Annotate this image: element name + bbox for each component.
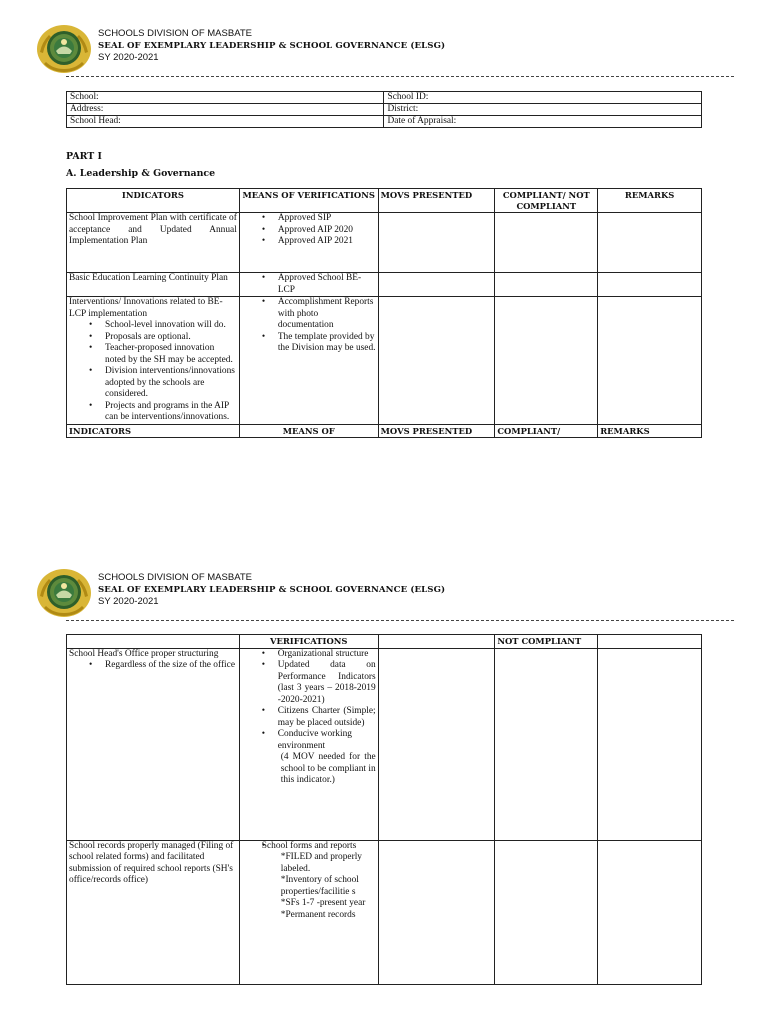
school-info-table <box>66 91 702 128</box>
indicator-bullet: • Teacher-proposed innovation noted by the SH may be accepted. <box>69 343 237 366</box>
document-page-2 <box>0 560 768 1024</box>
program-title: SEAL OF EXEMPLARY LEADERSHIP & SCHOOL GOVERNANCE (ELSG) <box>98 41 446 51</box>
division-seal-logo <box>36 24 92 74</box>
table-row <box>67 273 702 297</box>
table-row <box>67 92 702 104</box>
compliance-cell[interactable] <box>495 213 598 273</box>
indicator-cell <box>67 297 240 425</box>
col-header-means: MEANS OF <box>239 424 378 438</box>
table-header-row <box>67 189 702 213</box>
header-divider <box>66 620 734 621</box>
mov-item: • School forms and reports <box>242 841 376 853</box>
movs-presented-cell[interactable] <box>378 273 495 297</box>
compliance-cell[interactable] <box>495 297 598 425</box>
program-title: SEAL OF EXEMPLARY LEADERSHIP & SCHOOL GOVERNANCE (ELSG) <box>98 585 446 595</box>
remarks-cell[interactable] <box>598 213 702 273</box>
page-header <box>36 24 700 78</box>
col-header-blank <box>67 635 240 649</box>
mov-item: • Approved School BE-LCP <box>242 273 376 296</box>
col-header-blank <box>378 635 495 649</box>
means-cell <box>239 273 378 297</box>
part-heading: PART I <box>66 151 102 162</box>
indicator-bullet: • Proposals are optional. <box>69 332 237 344</box>
indicator-bullet: • Division interventions/innovations adopted by the schools are considered. <box>69 366 237 401</box>
mov-subitem: *Permanent records <box>280 909 356 920</box>
table-row <box>67 297 702 425</box>
table-row <box>67 104 702 116</box>
mov-subitem: *FILED and properly labeled. <box>280 852 362 874</box>
division-name: SCHOOLS DIVISION OF MASBATE <box>98 28 252 39</box>
col-header-movs: MOVS PRESENTED <box>378 189 495 213</box>
compliance-cell[interactable] <box>495 648 598 840</box>
col-header-means: VERIFICATIONS <box>239 635 378 649</box>
mov-subitem: *Inventory of school properties/facilitie s <box>280 875 359 897</box>
mov-item: • Updated data on Performance Indicators (last 3 years – 2018-2019 -2020-2021) <box>242 660 376 706</box>
school-field[interactable]: School: <box>67 92 384 104</box>
school-head-field[interactable]: School Head: <box>67 116 384 128</box>
movs-presented-cell[interactable] <box>378 840 495 984</box>
col-header-remarks: REMARKS <box>598 424 702 438</box>
school-year: SY 2020-2021 <box>98 52 159 63</box>
table-row <box>67 116 702 128</box>
remarks-cell[interactable] <box>598 648 702 840</box>
remarks-cell[interactable] <box>598 273 702 297</box>
school-year: SY 2020-2021 <box>98 596 159 607</box>
page-header <box>36 568 700 622</box>
movs-presented-cell[interactable] <box>378 297 495 425</box>
mov-note: (4 MOV needed for the school to be compliant in this indicator.) <box>280 752 376 785</box>
mov-item: • Approved AIP 2021 <box>242 236 376 248</box>
col-header-compliant: COMPLIANT/ <box>495 424 598 438</box>
header-text-block <box>98 28 445 64</box>
mov-item: • Accomplishment Reports with photo documentation <box>242 297 376 332</box>
remarks-cell[interactable] <box>598 840 702 984</box>
indicator-text: Interventions/ Innovations related to BE-LCP implementation <box>69 297 223 319</box>
indicator-cell: School Improvement Plan with certificate of acceptance and Updated Annual Implementation Plan <box>67 213 240 273</box>
section-heading: A. Leadership & Governance <box>66 168 216 179</box>
indicator-cell: Basic Education Learning Continuity Plan <box>67 273 240 297</box>
table-header-row-continued <box>67 635 702 649</box>
table-row <box>67 213 702 273</box>
indicator-cell: School records properly managed (Filing of school related forms) and facilitated submission of required school reports (SH's office/records office) <box>67 840 240 984</box>
means-cell <box>239 297 378 425</box>
mov-item: • Approved SIP <box>242 213 376 225</box>
mov-subitem: *SFs 1-7 -present year <box>280 898 366 908</box>
indicator-bullet: • School-level innovation will do. <box>69 320 237 332</box>
compliance-cell[interactable] <box>495 840 598 984</box>
indicator-bullet: • Regardless of the size of the office <box>69 660 237 672</box>
table-row <box>67 648 702 840</box>
table-row <box>67 840 702 984</box>
movs-presented-cell[interactable] <box>378 648 495 840</box>
means-cell <box>239 213 378 273</box>
division-seal-logo <box>36 568 92 618</box>
col-header-blank <box>598 635 702 649</box>
table-header-row-continued <box>67 424 702 438</box>
col-header-movs: MOVS PRESENTED <box>378 424 495 438</box>
col-header-remarks: REMARKS <box>598 189 702 213</box>
header-divider <box>66 76 734 77</box>
mov-item: • Approved AIP 2020 <box>242 225 376 237</box>
col-header-indicators: INDICATORS <box>67 424 240 438</box>
mov-item: • The template provided by the Division may be used. <box>242 332 376 355</box>
col-header-indicators: INDICATORS <box>67 189 240 213</box>
indicator-bullet: • Projects and programs in the AIP can be interventions/innovations. <box>69 401 237 424</box>
address-field[interactable]: Address: <box>67 104 384 116</box>
means-cell <box>239 840 378 984</box>
indicator-cell <box>67 648 240 840</box>
mov-item: • Organizational structure <box>242 649 376 661</box>
header-text-block <box>98 572 445 608</box>
school-id-field[interactable]: School ID: <box>384 92 702 104</box>
mov-item: • Citizens Charter (Simple; may be placed outside) <box>242 706 376 729</box>
movs-presented-cell[interactable] <box>378 213 495 273</box>
mov-item: • Conducive working environment <box>242 729 376 752</box>
col-header-compliant: COMPLIANT/ NOT COMPLIANT <box>495 189 598 213</box>
indicators-table-page-1 <box>66 188 702 438</box>
indicator-text: School Head's Office proper structuring <box>69 648 219 659</box>
col-header-compliant: NOT COMPLIANT <box>495 635 598 649</box>
indicators-table-page-2 <box>66 634 702 985</box>
means-cell <box>239 648 378 840</box>
division-name: SCHOOLS DIVISION OF MASBATE <box>98 572 252 583</box>
date-of-appraisal-field[interactable]: Date of Appraisal: <box>384 116 702 128</box>
compliance-cell[interactable] <box>495 273 598 297</box>
remarks-cell[interactable] <box>598 297 702 425</box>
district-field[interactable]: District: <box>384 104 702 116</box>
col-header-means: MEANS OF VERIFICATIONS <box>239 189 378 213</box>
